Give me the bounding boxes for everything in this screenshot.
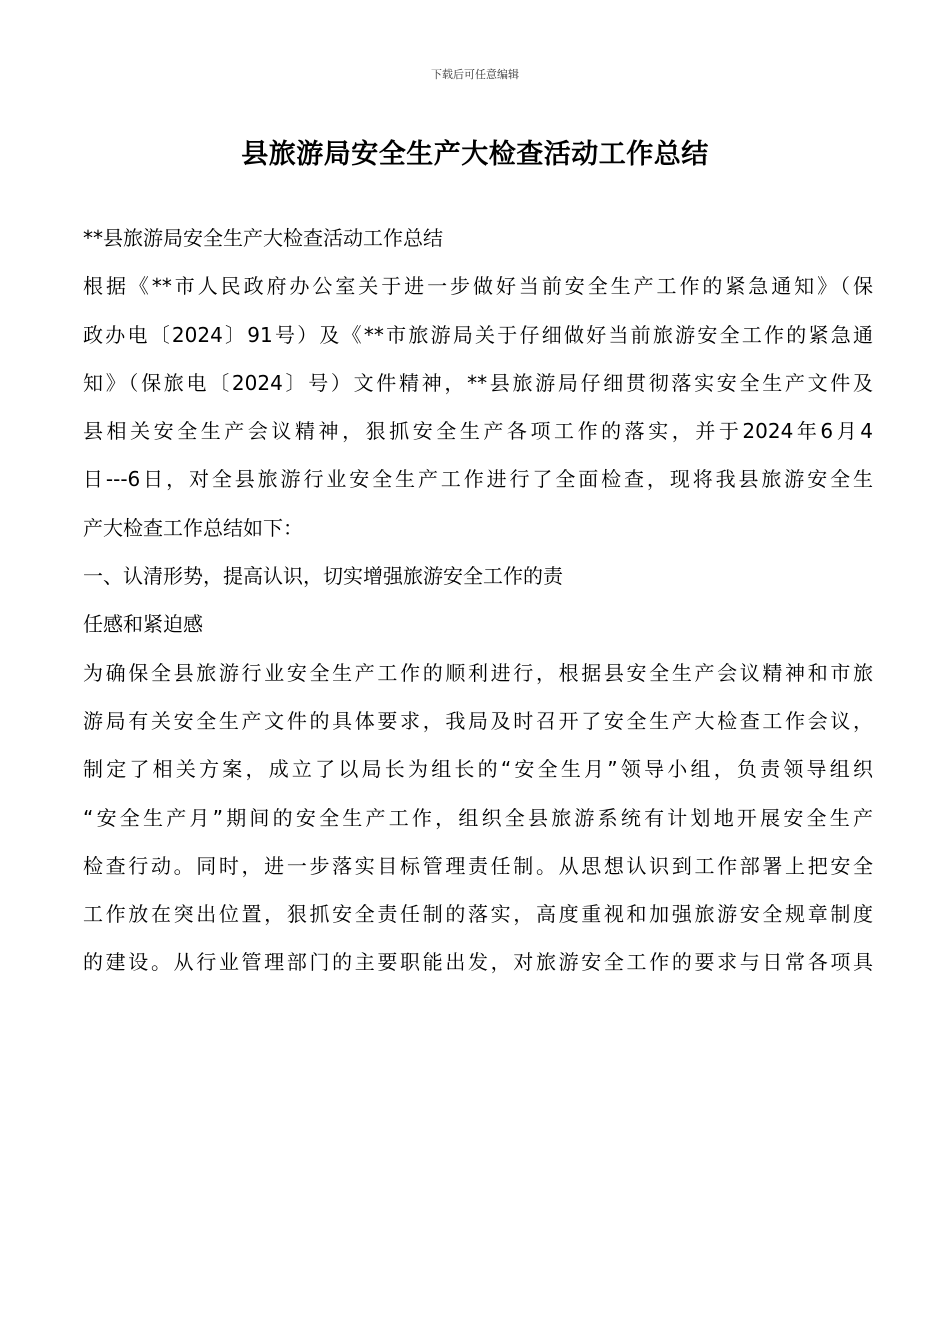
paragraph-line: 政办电〔2024〕91号）及《**市旅游局关于仔细做好当前旅游安全工作的紧急通 [83,322,873,347]
paragraph-line: 产大检查工作总结如下： [83,515,303,540]
paragraph-line: 县相关安全生产会议精神，狠抓安全生产各项工作的落实，并于2024年6月4 [83,419,873,444]
subtitle-line: **县旅游局安全生产大检查活动工作总结 [83,226,443,250]
paragraph-line: 检查行动。同时，进一步落实目标管理责任制。从思想认识到工作部署上把安全 [83,853,873,878]
paragraph-line: 日---6日，对全县旅游行业安全生产工作进行了全面检查，现将我县旅游安全生 [83,467,873,492]
paragraph-line: “安全生产月”期间的安全生产工作，组织全县旅游系统有计划地开展安全生产 [83,805,873,830]
header-note: 下载后可任意编辑 [431,68,519,81]
section-heading-line: 任感和紧迫感 [83,612,203,637]
paragraph-line: 为确保全县旅游行业安全生产工作的顺利进行，根据县安全生产会议精神和市旅 [83,660,873,685]
document-body [83,218,873,991]
paragraph-line: 游局有关安全生产文件的具体要求，我局及时召开了安全生产大检查工作会议， [83,708,873,733]
paragraph-line: 根据《**市人民政府办公室关于进一步做好当前安全生产工作的紧急通知》（保 [83,274,873,299]
paragraph-line: 工作放在突出位置，狠抓安全责任制的落实，高度重视和加强旅游安全规章制度 [83,902,873,927]
document-title: 县旅游局安全生产大检查活动工作总结 [241,139,709,170]
paragraph-line: 制定了相关方案，成立了以局长为组长的“安全生月”领导小组，负责领导组织 [83,757,873,782]
paragraph-line: 的建设。从行业管理部门的主要职能出发，对旅游安全工作的要求与日常各项具 [83,950,873,975]
section-heading-line: 一、认清形势，提高认识，切实增强旅游安全工作的责 [83,564,563,589]
paragraph-line: 知》（保旅电〔2024〕号）文件精神，**县旅游局仔细贯彻落实安全生产文件及 [83,370,873,395]
